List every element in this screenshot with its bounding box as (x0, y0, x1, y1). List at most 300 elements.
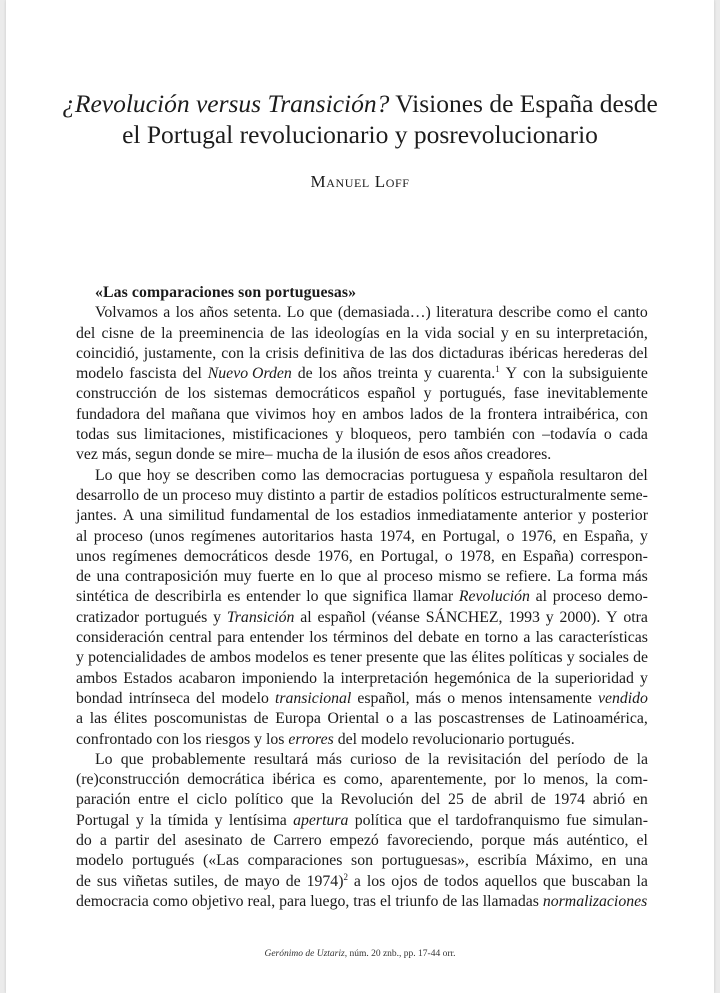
word (372, 608, 420, 628)
word (76, 445, 102, 465)
word-part: presente (365, 649, 419, 667)
word-part: portugués (144, 608, 208, 626)
word-part: SÁNCHEZ, (425, 608, 503, 626)
word-part: y (639, 527, 648, 545)
word-part: las (291, 324, 309, 342)
word (76, 709, 83, 729)
word-part: (véanse (371, 608, 420, 626)
word (76, 364, 123, 384)
word-part: en (562, 527, 578, 545)
word (633, 648, 648, 668)
word-part: que (543, 872, 566, 890)
word-part: llamar (412, 588, 454, 606)
word-part: intraibérica, (543, 405, 620, 423)
word (291, 324, 309, 344)
word (275, 384, 359, 404)
footer-details: , núm. 20 znb., pp. 17-44 orr. (344, 949, 456, 959)
word-part: y (423, 365, 432, 383)
word-part: los (175, 304, 195, 322)
word (152, 750, 246, 770)
word-part: los (266, 730, 285, 748)
word-part: con (522, 365, 546, 383)
word-part: de (190, 649, 206, 667)
word (579, 648, 629, 668)
word (199, 303, 228, 323)
word-part: las (302, 466, 320, 484)
text-line (76, 303, 648, 323)
word (115, 831, 149, 851)
word (461, 892, 483, 912)
word-part: en (514, 324, 530, 342)
word-part: sutiles, (173, 872, 218, 890)
word-part: cratizador (76, 608, 140, 626)
word (386, 709, 394, 729)
word (183, 364, 202, 384)
word-part: muy (223, 568, 252, 586)
word (250, 628, 304, 648)
word-part: vivimos (255, 405, 307, 423)
word (439, 567, 482, 587)
word (608, 587, 648, 607)
word-part: coincidió, (76, 344, 139, 362)
word (449, 405, 464, 425)
word (319, 364, 337, 384)
word-part: es (312, 649, 326, 667)
word (248, 892, 280, 912)
word-part: portugués. (508, 730, 575, 748)
word-part: de (285, 872, 301, 890)
word (613, 750, 628, 770)
word-part: mire– (235, 446, 273, 464)
word-part: superioridad (554, 669, 634, 687)
word-part: del (76, 324, 96, 342)
word (472, 790, 487, 810)
word-part: por (494, 771, 516, 789)
word (94, 527, 143, 547)
word (176, 466, 189, 486)
text-line (76, 750, 648, 770)
word (438, 709, 524, 729)
word (76, 628, 164, 648)
word (138, 790, 170, 810)
word-part: las (535, 629, 554, 647)
word (389, 344, 407, 364)
word (246, 587, 300, 607)
word (566, 811, 586, 831)
word (117, 425, 137, 445)
word (76, 506, 117, 526)
word-part: de (143, 486, 159, 504)
word-part: proceso (552, 588, 602, 606)
word (494, 790, 523, 810)
word (265, 344, 298, 364)
word-part: el (596, 304, 609, 322)
word (555, 669, 634, 689)
word-part: a (319, 486, 327, 504)
word-part: la (161, 324, 173, 342)
word (293, 811, 348, 831)
word-part: de (516, 669, 532, 687)
word (90, 709, 108, 729)
word (323, 669, 334, 689)
word-part: refiere. (505, 568, 552, 586)
word (556, 324, 648, 344)
word (442, 486, 496, 506)
word (386, 324, 401, 344)
word-part: del (182, 365, 202, 383)
word (461, 689, 502, 709)
word (444, 872, 478, 892)
word (178, 669, 235, 689)
word-part: 1974, (379, 527, 415, 545)
word-part: 1974) (306, 872, 344, 890)
word (143, 486, 158, 506)
word (275, 689, 351, 709)
word (140, 324, 155, 344)
word (342, 405, 357, 425)
word (330, 648, 362, 668)
emphasis: Transición (226, 608, 295, 626)
word-part: la (406, 324, 419, 342)
word (366, 648, 419, 668)
word-part: cada (618, 426, 648, 444)
word (625, 851, 648, 871)
word (76, 770, 180, 790)
text-line (76, 831, 648, 851)
word (384, 567, 433, 587)
word (286, 872, 301, 892)
word-part: partir (330, 486, 365, 504)
word (195, 466, 256, 486)
title-italic: ¿Revolución versus Transición? (62, 89, 390, 118)
word (76, 486, 139, 506)
word (553, 709, 648, 729)
word (129, 364, 176, 384)
word (335, 425, 343, 445)
word (633, 790, 648, 810)
word (560, 466, 623, 486)
word-part: ojos (391, 872, 418, 890)
word-part: cuarenta. (437, 365, 496, 383)
word (226, 405, 249, 425)
word (584, 527, 634, 547)
word (310, 892, 353, 912)
word-part: términos (332, 629, 389, 647)
word (438, 364, 500, 384)
word (494, 770, 515, 790)
text-line (76, 486, 648, 506)
word-part: curioso (350, 750, 397, 768)
text-line (76, 364, 648, 384)
word-part: también (454, 426, 505, 444)
word-part: entender (246, 588, 301, 606)
word (291, 790, 314, 810)
section-heading: «Las comparaciones son portuguesas» (95, 284, 357, 301)
word-part: central (168, 629, 212, 647)
word (360, 506, 411, 526)
word (552, 364, 563, 384)
word (300, 567, 315, 587)
word (614, 303, 648, 323)
word-part: años (453, 446, 483, 464)
word (563, 527, 578, 547)
word (439, 344, 504, 364)
word-part: de (315, 507, 330, 525)
word-part: se (176, 466, 190, 484)
word-part: 1976, (317, 547, 353, 565)
word (184, 831, 242, 851)
word (459, 587, 530, 607)
word (76, 851, 123, 871)
word-part: (demasiada…) (337, 304, 431, 322)
word-part: abril (494, 791, 524, 809)
word-part: posterior (591, 507, 648, 525)
word-part: élites (471, 649, 505, 667)
word-part: donde (176, 446, 215, 464)
word (484, 872, 537, 892)
word-part: es (227, 588, 241, 606)
word-part: del (628, 344, 648, 362)
word (481, 831, 525, 851)
word-part: años (342, 365, 372, 383)
word (465, 628, 480, 648)
word-part: escribía (477, 852, 527, 870)
word (412, 730, 508, 750)
word (157, 831, 176, 851)
word-part: más, (101, 446, 132, 464)
word-part: modelo (360, 730, 409, 748)
word-part: la (249, 344, 261, 362)
word-part: más (316, 750, 342, 768)
word-part: Lo (95, 466, 113, 484)
word-part: vida (424, 324, 452, 342)
word (606, 608, 617, 628)
word (165, 384, 180, 404)
word (407, 324, 418, 344)
word-part: de (613, 750, 629, 768)
word (487, 567, 500, 587)
word-part: asesinato (184, 832, 243, 850)
word-part: política (354, 811, 403, 829)
word-part: portugués, (439, 385, 506, 403)
word (338, 730, 361, 750)
word-part: democracia (76, 892, 149, 910)
word-part: de (250, 832, 266, 850)
word (387, 486, 438, 506)
word-part: real, (247, 892, 276, 910)
word-part: intrínseca (128, 689, 190, 707)
word (448, 790, 464, 810)
word-part: español (317, 608, 366, 626)
word-part: sintética (76, 588, 129, 606)
word-part: el (177, 791, 189, 809)
word (416, 689, 441, 709)
word (330, 486, 364, 506)
word-part: simulan- (592, 811, 648, 829)
word-part: 2000). (559, 608, 601, 626)
word (596, 770, 607, 790)
word-part: fuerte (257, 568, 295, 586)
word (321, 790, 332, 810)
footnote-ref[interactable]: 1 (495, 364, 500, 375)
word (543, 892, 647, 912)
word (353, 892, 380, 912)
word (487, 405, 537, 425)
word (340, 669, 428, 689)
paragraph (76, 466, 648, 750)
word (523, 364, 546, 384)
word (132, 851, 194, 871)
word (557, 567, 574, 587)
word-part: seme- (610, 486, 648, 504)
word (235, 486, 263, 506)
word-part: y (423, 385, 432, 403)
word-part: español, (357, 689, 410, 707)
word-part: portugués (132, 852, 195, 870)
word (543, 872, 566, 892)
word (593, 811, 648, 831)
word (367, 872, 385, 892)
text-line (76, 628, 648, 648)
word-part: una (96, 568, 120, 586)
word (275, 709, 321, 729)
word-part: fue (566, 811, 587, 829)
word (485, 466, 493, 486)
word-part: y (76, 649, 84, 667)
word (177, 790, 188, 810)
word (144, 425, 225, 445)
word-part: sociales (578, 649, 629, 667)
word (536, 324, 550, 344)
word (421, 790, 440, 810)
word-part: políticas (509, 649, 563, 667)
word (196, 790, 227, 810)
word (307, 872, 348, 892)
text-line (76, 506, 648, 526)
word (316, 750, 341, 770)
word-part: luego, (310, 892, 350, 910)
word-part: todas (76, 426, 110, 444)
word-part: del (628, 466, 648, 484)
word-part: como, (343, 771, 383, 789)
word-part: que (408, 811, 432, 829)
word (250, 831, 265, 851)
word (302, 466, 320, 486)
word (640, 669, 648, 689)
word (272, 770, 315, 790)
word (135, 445, 176, 465)
word (521, 527, 557, 547)
word-part: del (196, 689, 216, 707)
word (150, 811, 161, 831)
word-part: hegemónica (434, 669, 511, 687)
paragraph (76, 303, 648, 465)
word-part: del (157, 832, 177, 850)
word-part: interpretación, (556, 324, 648, 342)
article-body (76, 283, 648, 912)
word-part: su (536, 324, 551, 342)
word-part: interpretación (340, 669, 429, 687)
word-part: social (457, 324, 495, 342)
word-part: forma (579, 568, 617, 586)
word (168, 811, 208, 831)
word (254, 709, 269, 729)
word-part: de (369, 344, 385, 362)
text-line (76, 811, 648, 831)
word (454, 425, 505, 445)
word-part: a (400, 710, 408, 728)
emphasis: normalizaciones (542, 892, 648, 910)
word-part: de (530, 791, 546, 809)
word (622, 567, 647, 587)
word-part: del (146, 405, 166, 423)
word-part: la (427, 750, 440, 768)
word-part: ilusión (356, 446, 400, 464)
word-part: la (636, 750, 648, 768)
word-part: describe (498, 304, 552, 322)
word-part: en (501, 547, 517, 565)
word-part: Estados (123, 669, 173, 687)
emphasis: apertura (293, 811, 349, 829)
word-part: años (199, 304, 229, 322)
word-part: herederas (563, 344, 624, 362)
word (536, 628, 554, 648)
word (424, 384, 432, 404)
word (174, 872, 218, 892)
word-part: entender (249, 629, 305, 647)
word (546, 608, 554, 628)
word-part: democracias (325, 466, 405, 484)
word-part: de (223, 872, 239, 890)
paragraph (76, 750, 648, 912)
word-part: 25 (448, 791, 464, 809)
text-line (76, 689, 648, 709)
word-part: Lo (95, 750, 113, 768)
word (592, 506, 648, 526)
word (114, 709, 147, 729)
word-part: imponiendo (241, 669, 317, 687)
word (317, 547, 353, 567)
word-part: española (498, 466, 554, 484)
title-line-1 (46, 88, 674, 119)
word-part: cisne (101, 324, 134, 342)
text-line (76, 405, 648, 425)
word-part: desde (274, 547, 311, 565)
word-part: com- (615, 771, 648, 789)
word (487, 445, 551, 465)
text-line (76, 384, 648, 404)
word-part: período (556, 750, 606, 768)
word (412, 344, 434, 364)
word-part: que (120, 750, 144, 768)
word-part: democráticos (183, 547, 269, 565)
word-part: mayo (244, 872, 280, 890)
word (423, 445, 454, 465)
word (310, 303, 333, 323)
word-part: inevitablemente (546, 385, 648, 403)
word-part: segun (135, 446, 173, 464)
word-part: de (403, 446, 419, 464)
word-part: sus (116, 426, 137, 444)
text-line (76, 547, 648, 567)
word-part: llamadas (482, 892, 539, 910)
word (95, 466, 113, 486)
word-part: características (558, 629, 648, 647)
word (101, 324, 133, 344)
word (563, 344, 624, 364)
footnote-ref[interactable]: 2 (343, 871, 348, 882)
word (580, 547, 648, 567)
